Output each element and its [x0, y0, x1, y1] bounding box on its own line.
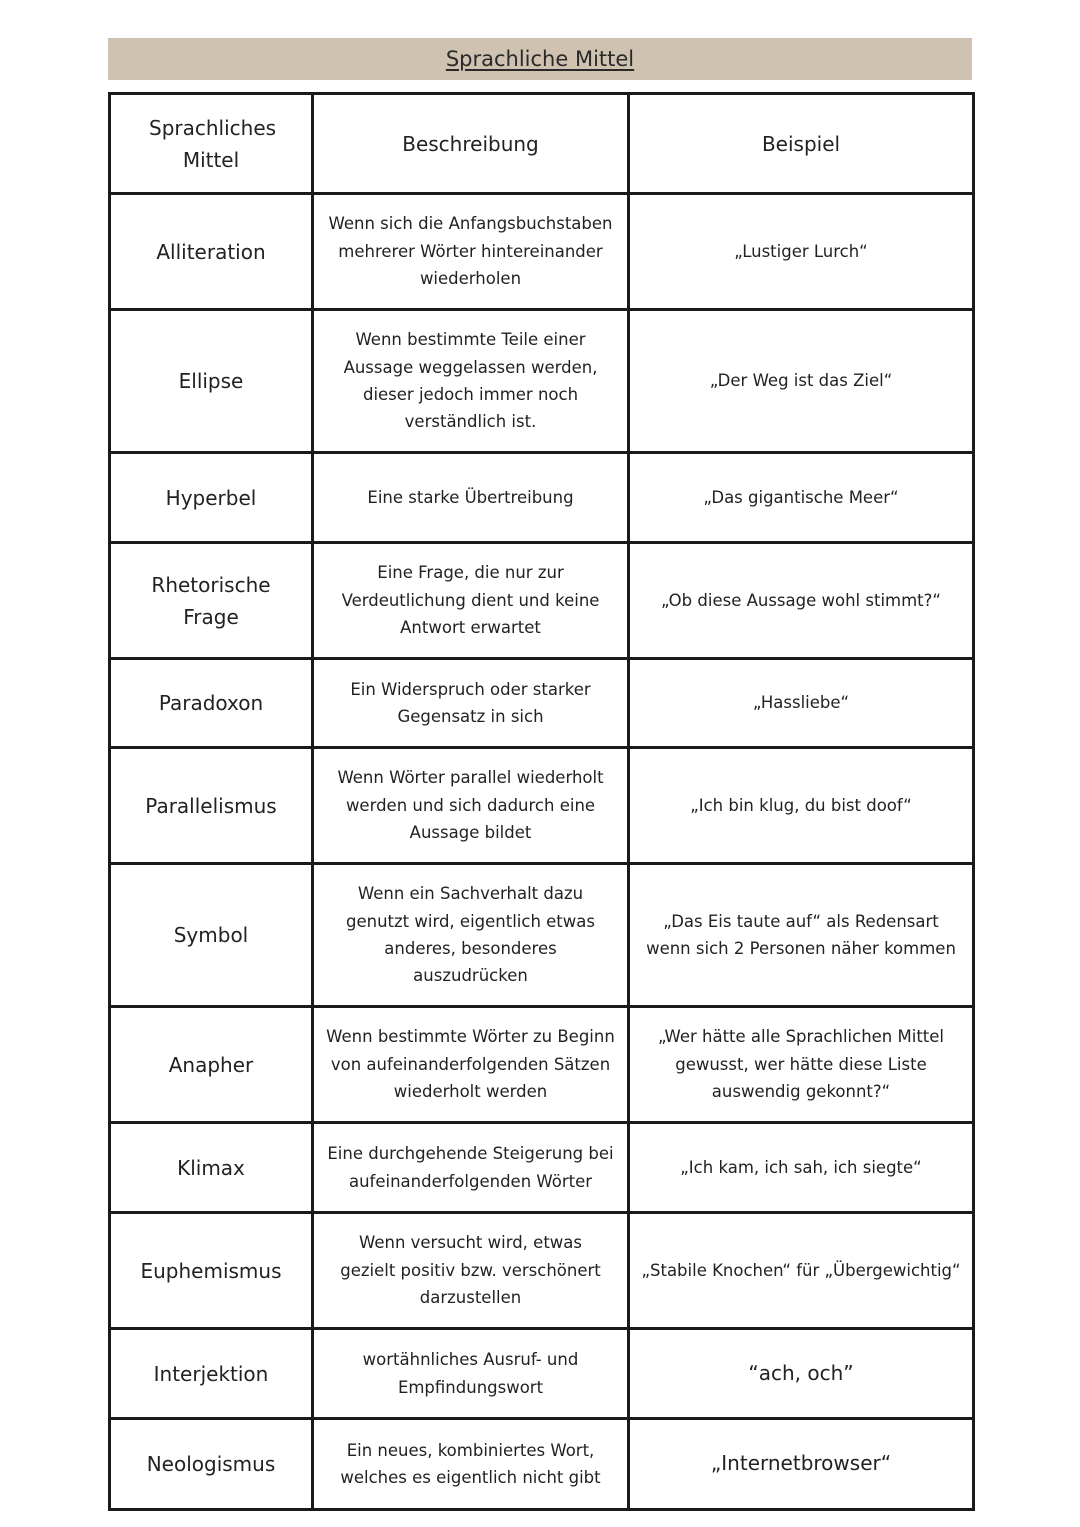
description-cell: Wenn ein Sachverhalt dazu genutzt wird, eigentlich etwas anderes, besonderes auszudrücken	[313, 864, 629, 1007]
example-cell: „Wer hätte alle Sprachlichen Mittel gewusst, wer hätte diese Liste auswendig gekonnt?“	[629, 1007, 974, 1123]
description-cell: Ein neues, kombiniertes Wort, welches es eigentlich nicht gibt	[313, 1419, 629, 1510]
description-cell: Wenn sich die Anfangsbuchstaben mehrerer Wörter hintereinander wiederholen	[313, 194, 629, 310]
table-row	[110, 1419, 974, 1510]
table-row	[110, 1329, 974, 1419]
header-cell-description: Beschreibung	[313, 94, 629, 194]
example-cell: „Lustiger Lurch“	[629, 194, 974, 310]
description-cell: Wenn versucht wird, etwas gezielt positiv bzw. verschönert darzustellen	[313, 1213, 629, 1329]
table-row	[110, 1123, 974, 1213]
term-cell: Paradoxon	[110, 659, 313, 748]
description-cell: Wenn bestimmte Wörter zu Beginn von aufeinanderfolgenden Sätzen wiederholt werden	[313, 1007, 629, 1123]
description-cell: Eine Frage, die nur zur Verdeutlichung dient und keine Antwort erwartet	[313, 543, 629, 659]
term-cell: Anapher	[110, 1007, 313, 1123]
page-title: Sprachliche Mittel	[445, 47, 635, 71]
term-cell: Interjektion	[110, 1329, 313, 1419]
example-cell: „Stabile Knochen“ für „Übergewichtig“	[629, 1213, 974, 1329]
example-cell: „Hassliebe“	[629, 659, 974, 748]
term-cell: Neologismus	[110, 1419, 313, 1510]
table-row	[110, 453, 974, 543]
term-cell: Alliteration	[110, 194, 313, 310]
table-header-row	[110, 94, 974, 194]
description-cell: Ein Widerspruch oder starker Gegensatz in sich	[313, 659, 629, 748]
table-row	[110, 1213, 974, 1329]
term-cell: Hyperbel	[110, 453, 313, 543]
stylistic-devices-table	[108, 92, 975, 1511]
example-cell: „Ob diese Aussage wohl stimmt?“	[629, 543, 974, 659]
description-cell: wortähnliches Ausruf- und Empfindungswort	[313, 1329, 629, 1419]
term-cell: Parallelismus	[110, 748, 313, 864]
example-cell: „Das gigantische Meer“	[629, 453, 974, 543]
table-row	[110, 1007, 974, 1123]
table-row	[110, 310, 974, 453]
term-cell: Klimax	[110, 1123, 313, 1213]
example-cell: „Ich bin klug, du bist doof“	[629, 748, 974, 864]
term-cell: Symbol	[110, 864, 313, 1007]
table-row	[110, 659, 974, 748]
term-cell: Rhetorische Frage	[110, 543, 313, 659]
term-cell: Ellipse	[110, 310, 313, 453]
example-cell: „Internetbrowser“	[629, 1419, 974, 1510]
description-cell: Eine starke Übertreibung	[313, 453, 629, 543]
example-cell: “ach, och”	[629, 1329, 974, 1419]
title-bar	[108, 38, 972, 80]
table-row	[110, 543, 974, 659]
table-row	[110, 748, 974, 864]
description-cell: Eine durchgehende Steigerung bei aufeinanderfolgenden Wörter	[313, 1123, 629, 1213]
term-cell: Euphemismus	[110, 1213, 313, 1329]
example-cell: „Ich kam, ich sah, ich siegte“	[629, 1123, 974, 1213]
table-row	[110, 864, 974, 1007]
example-cell: „Das Eis taute auf“ als Redensart wenn sich 2 Personen näher kommen	[629, 864, 974, 1007]
example-cell: „Der Weg ist das Ziel“	[629, 310, 974, 453]
description-cell: Wenn Wörter parallel wiederholt werden und sich dadurch eine Aussage bildet	[313, 748, 629, 864]
table-row	[110, 194, 974, 310]
header-cell-example: Beispiel	[629, 94, 974, 194]
description-cell: Wenn bestimmte Teile einer Aussage weggelassen werden, dieser jedoch immer noch verständlich ist.	[313, 310, 629, 453]
header-cell-term: Sprachliches Mittel	[110, 94, 313, 194]
